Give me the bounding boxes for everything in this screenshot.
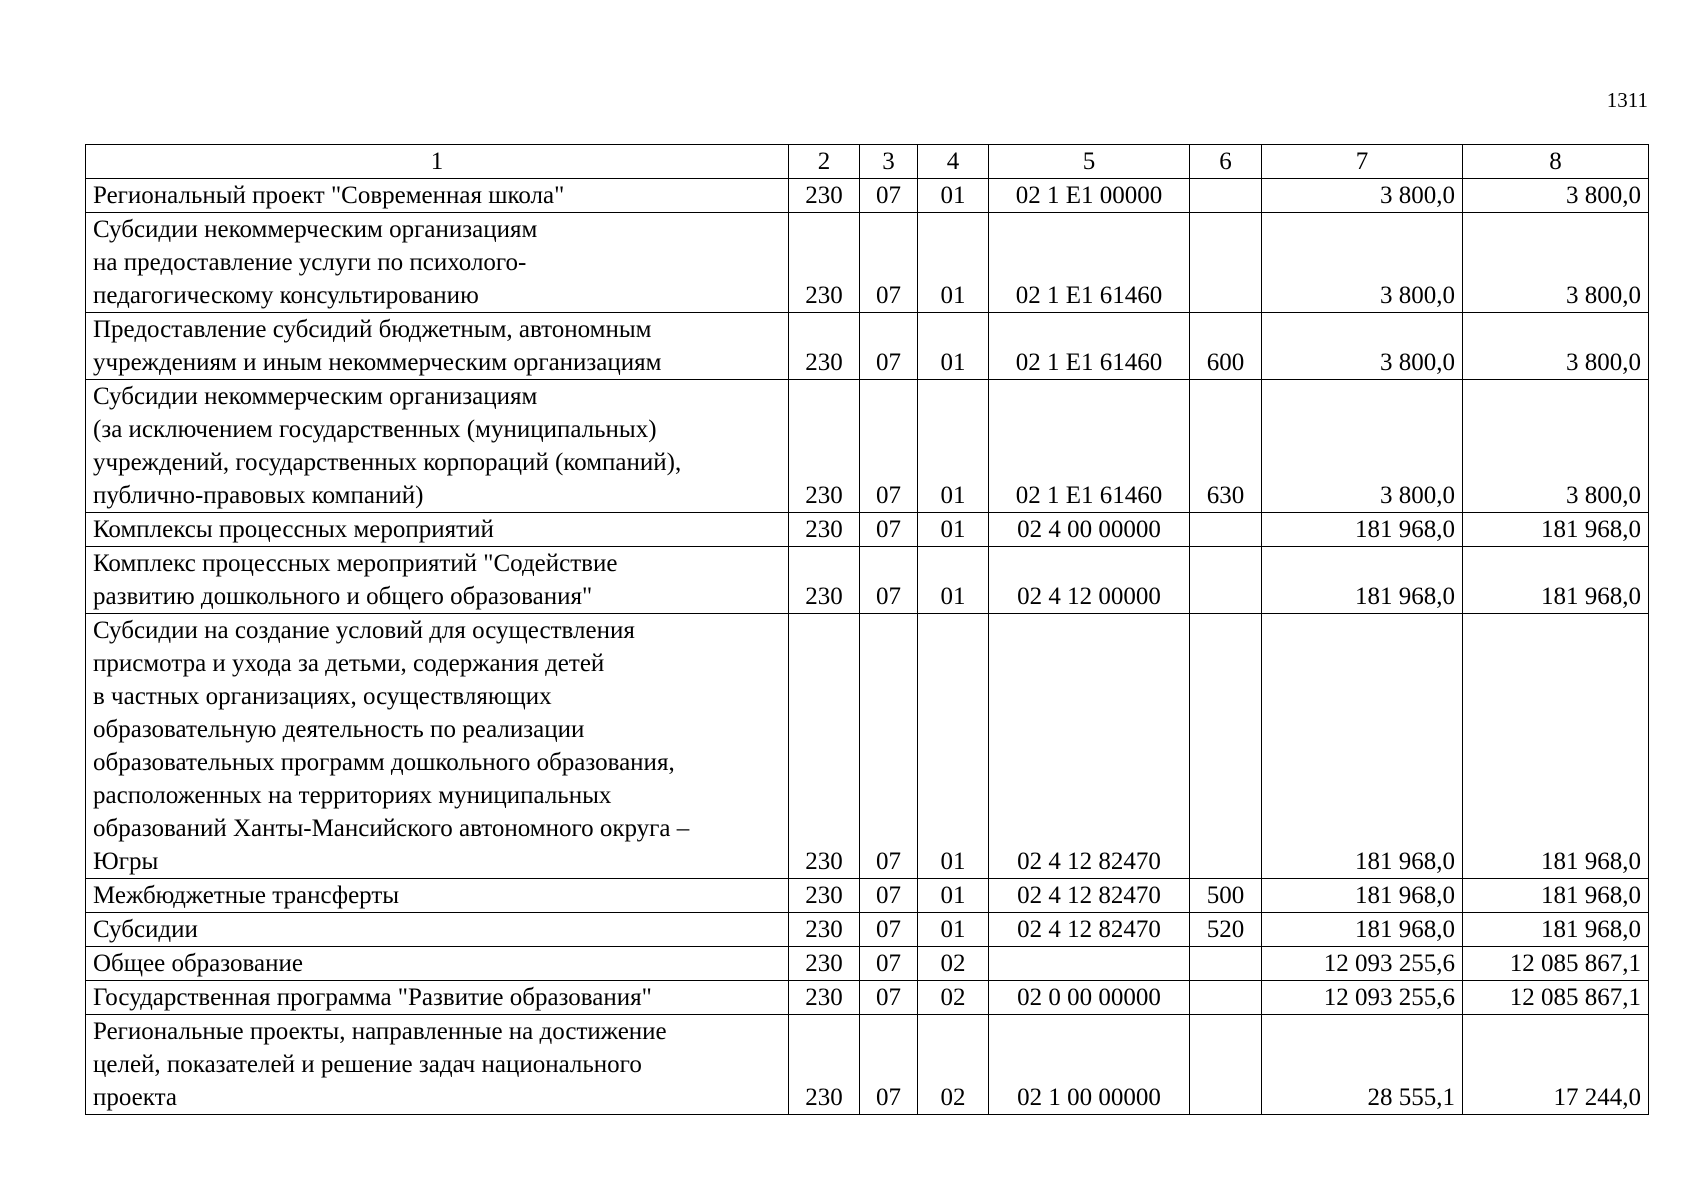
target-article-cell: 02 1 E1 61460 bbox=[989, 213, 1190, 313]
amount-col7-cell: 181 968,0 bbox=[1262, 513, 1463, 547]
table-row bbox=[86, 179, 1649, 213]
row-name-cell: Комплексы процессных мероприятий bbox=[86, 513, 789, 547]
target-article-cell: 02 4 12 82470 bbox=[989, 614, 1190, 879]
table-row bbox=[86, 947, 1649, 981]
table-row bbox=[86, 213, 1649, 313]
admin-code-cell: 230 bbox=[789, 547, 860, 614]
expense-type-cell: 520 bbox=[1190, 913, 1262, 947]
amount-col8-cell: 3 800,0 bbox=[1463, 380, 1649, 513]
expense-type-cell bbox=[1190, 981, 1262, 1015]
table-row bbox=[86, 380, 1649, 513]
subsection-code-cell: 01 bbox=[918, 614, 989, 879]
subsection-code-cell: 02 bbox=[918, 947, 989, 981]
target-article-cell: 02 4 00 00000 bbox=[989, 513, 1190, 547]
budget-table bbox=[85, 144, 1649, 1115]
table-row bbox=[86, 513, 1649, 547]
target-article-cell: 02 4 12 82470 bbox=[989, 879, 1190, 913]
section-code-cell: 07 bbox=[860, 947, 918, 981]
expense-type-cell bbox=[1190, 614, 1262, 879]
target-article-cell: 02 1 E1 61460 bbox=[989, 313, 1190, 380]
amount-col8-cell: 12 085 867,1 bbox=[1463, 947, 1649, 981]
column-header: 1 bbox=[86, 145, 789, 179]
amount-col7-cell: 12 093 255,6 bbox=[1262, 981, 1463, 1015]
amount-col8-cell: 181 968,0 bbox=[1463, 513, 1649, 547]
amount-col7-cell: 3 800,0 bbox=[1262, 380, 1463, 513]
amount-col8-cell: 181 968,0 bbox=[1463, 614, 1649, 879]
row-name-cell: Общее образование bbox=[86, 947, 789, 981]
row-name-cell: Региональные проекты, направленные на достижение целей, показателей и решение задач национального проекта bbox=[86, 1015, 789, 1115]
amount-col7-cell: 3 800,0 bbox=[1262, 313, 1463, 380]
section-code-cell: 07 bbox=[860, 879, 918, 913]
row-name-cell: Субсидии некоммерческим организациям (за исключением государственных (муниципальных) учреждений, государственных корпораций (компаний), публично-правовых компаний) bbox=[86, 380, 789, 513]
expense-type-cell bbox=[1190, 947, 1262, 981]
section-code-cell: 07 bbox=[860, 981, 918, 1015]
admin-code-cell: 230 bbox=[789, 313, 860, 380]
row-name-cell: Межбюджетные трансферты bbox=[86, 879, 789, 913]
target-article-cell bbox=[989, 947, 1190, 981]
column-header: 6 bbox=[1190, 145, 1262, 179]
admin-code-cell: 230 bbox=[789, 981, 860, 1015]
amount-col7-cell: 12 093 255,6 bbox=[1262, 947, 1463, 981]
admin-code-cell: 230 bbox=[789, 913, 860, 947]
amount-col7-cell: 3 800,0 bbox=[1262, 213, 1463, 313]
amount-col7-cell: 181 968,0 bbox=[1262, 879, 1463, 913]
column-header: 2 bbox=[789, 145, 860, 179]
table-row bbox=[86, 547, 1649, 614]
subsection-code-cell: 01 bbox=[918, 380, 989, 513]
column-header: 4 bbox=[918, 145, 989, 179]
expense-type-cell bbox=[1190, 547, 1262, 614]
target-article-cell: 02 1 00 00000 bbox=[989, 1015, 1190, 1115]
section-code-cell: 07 bbox=[860, 513, 918, 547]
expense-type-cell bbox=[1190, 1015, 1262, 1115]
column-header: 7 bbox=[1262, 145, 1463, 179]
table-row bbox=[86, 1015, 1649, 1115]
subsection-code-cell: 01 bbox=[918, 547, 989, 614]
admin-code-cell: 230 bbox=[789, 1015, 860, 1115]
amount-col8-cell: 181 968,0 bbox=[1463, 547, 1649, 614]
target-article-cell: 02 1 E1 61460 bbox=[989, 380, 1190, 513]
target-article-cell: 02 4 12 00000 bbox=[989, 547, 1190, 614]
expense-type-cell: 500 bbox=[1190, 879, 1262, 913]
column-header: 5 bbox=[989, 145, 1190, 179]
page-number: 1311 bbox=[1606, 88, 1648, 112]
amount-col7-cell: 28 555,1 bbox=[1262, 1015, 1463, 1115]
section-code-cell: 07 bbox=[860, 547, 918, 614]
admin-code-cell: 230 bbox=[789, 213, 860, 313]
row-name-cell: Региональный проект "Современная школа" bbox=[86, 179, 789, 213]
amount-col7-cell: 181 968,0 bbox=[1262, 547, 1463, 614]
row-name-cell: Предоставление субсидий бюджетным, автономным учреждениям и иным некоммерческим организациям bbox=[86, 313, 789, 380]
table-row bbox=[86, 313, 1649, 380]
subsection-code-cell: 01 bbox=[918, 513, 989, 547]
subsection-code-cell: 01 bbox=[918, 179, 989, 213]
subsection-code-cell: 02 bbox=[918, 1015, 989, 1115]
target-article-cell: 02 4 12 82470 bbox=[989, 913, 1190, 947]
section-code-cell: 07 bbox=[860, 313, 918, 380]
row-name-cell: Субсидии bbox=[86, 913, 789, 947]
amount-col8-cell: 3 800,0 bbox=[1463, 179, 1649, 213]
amount-col7-cell: 3 800,0 bbox=[1262, 179, 1463, 213]
amount-col8-cell: 17 244,0 bbox=[1463, 1015, 1649, 1115]
admin-code-cell: 230 bbox=[789, 614, 860, 879]
table-row bbox=[86, 879, 1649, 913]
table-row bbox=[86, 614, 1649, 879]
subsection-code-cell: 01 bbox=[918, 879, 989, 913]
row-name-cell: Субсидии на создание условий для осуществления присмотра и ухода за детьми, содержания детей в частных организациях, осуществляющих образовательную деятельность по реализации образовательных программ дошкольного образования, расположенных на территориях муниципальных образований Ханты-Мансийского автономного округа – Югры bbox=[86, 614, 789, 879]
section-code-cell: 07 bbox=[860, 179, 918, 213]
amount-col8-cell: 3 800,0 bbox=[1463, 213, 1649, 313]
row-name-cell: Комплекс процессных мероприятий "Содействие развитию дошкольного и общего образования" bbox=[86, 547, 789, 614]
amount-col8-cell: 3 800,0 bbox=[1463, 313, 1649, 380]
amount-col8-cell: 181 968,0 bbox=[1463, 879, 1649, 913]
subsection-code-cell: 01 bbox=[918, 913, 989, 947]
amount-col7-cell: 181 968,0 bbox=[1262, 913, 1463, 947]
subsection-code-cell: 01 bbox=[918, 213, 989, 313]
subsection-code-cell: 02 bbox=[918, 981, 989, 1015]
column-header: 3 bbox=[860, 145, 918, 179]
section-code-cell: 07 bbox=[860, 380, 918, 513]
admin-code-cell: 230 bbox=[789, 380, 860, 513]
table-row bbox=[86, 981, 1649, 1015]
amount-col8-cell: 181 968,0 bbox=[1463, 913, 1649, 947]
expense-type-cell bbox=[1190, 179, 1262, 213]
column-header: 8 bbox=[1463, 145, 1649, 179]
target-article-cell: 02 1 E1 00000 bbox=[989, 179, 1190, 213]
admin-code-cell: 230 bbox=[789, 179, 860, 213]
expense-type-cell: 630 bbox=[1190, 380, 1262, 513]
expense-type-cell bbox=[1190, 213, 1262, 313]
header-row bbox=[86, 145, 1649, 179]
expense-type-cell bbox=[1190, 513, 1262, 547]
row-name-cell: Государственная программа "Развитие образования" bbox=[86, 981, 789, 1015]
subsection-code-cell: 01 bbox=[918, 313, 989, 380]
admin-code-cell: 230 bbox=[789, 879, 860, 913]
section-code-cell: 07 bbox=[860, 614, 918, 879]
admin-code-cell: 230 bbox=[789, 947, 860, 981]
amount-col8-cell: 12 085 867,1 bbox=[1463, 981, 1649, 1015]
section-code-cell: 07 bbox=[860, 213, 918, 313]
section-code-cell: 07 bbox=[860, 913, 918, 947]
section-code-cell: 07 bbox=[860, 1015, 918, 1115]
amount-col7-cell: 181 968,0 bbox=[1262, 614, 1463, 879]
target-article-cell: 02 0 00 00000 bbox=[989, 981, 1190, 1015]
expense-type-cell: 600 bbox=[1190, 313, 1262, 380]
table-row bbox=[86, 913, 1649, 947]
row-name-cell: Субсидии некоммерческим организациям на предоставление услуги по психолого- педагогическому консультированию bbox=[86, 213, 789, 313]
admin-code-cell: 230 bbox=[789, 513, 860, 547]
